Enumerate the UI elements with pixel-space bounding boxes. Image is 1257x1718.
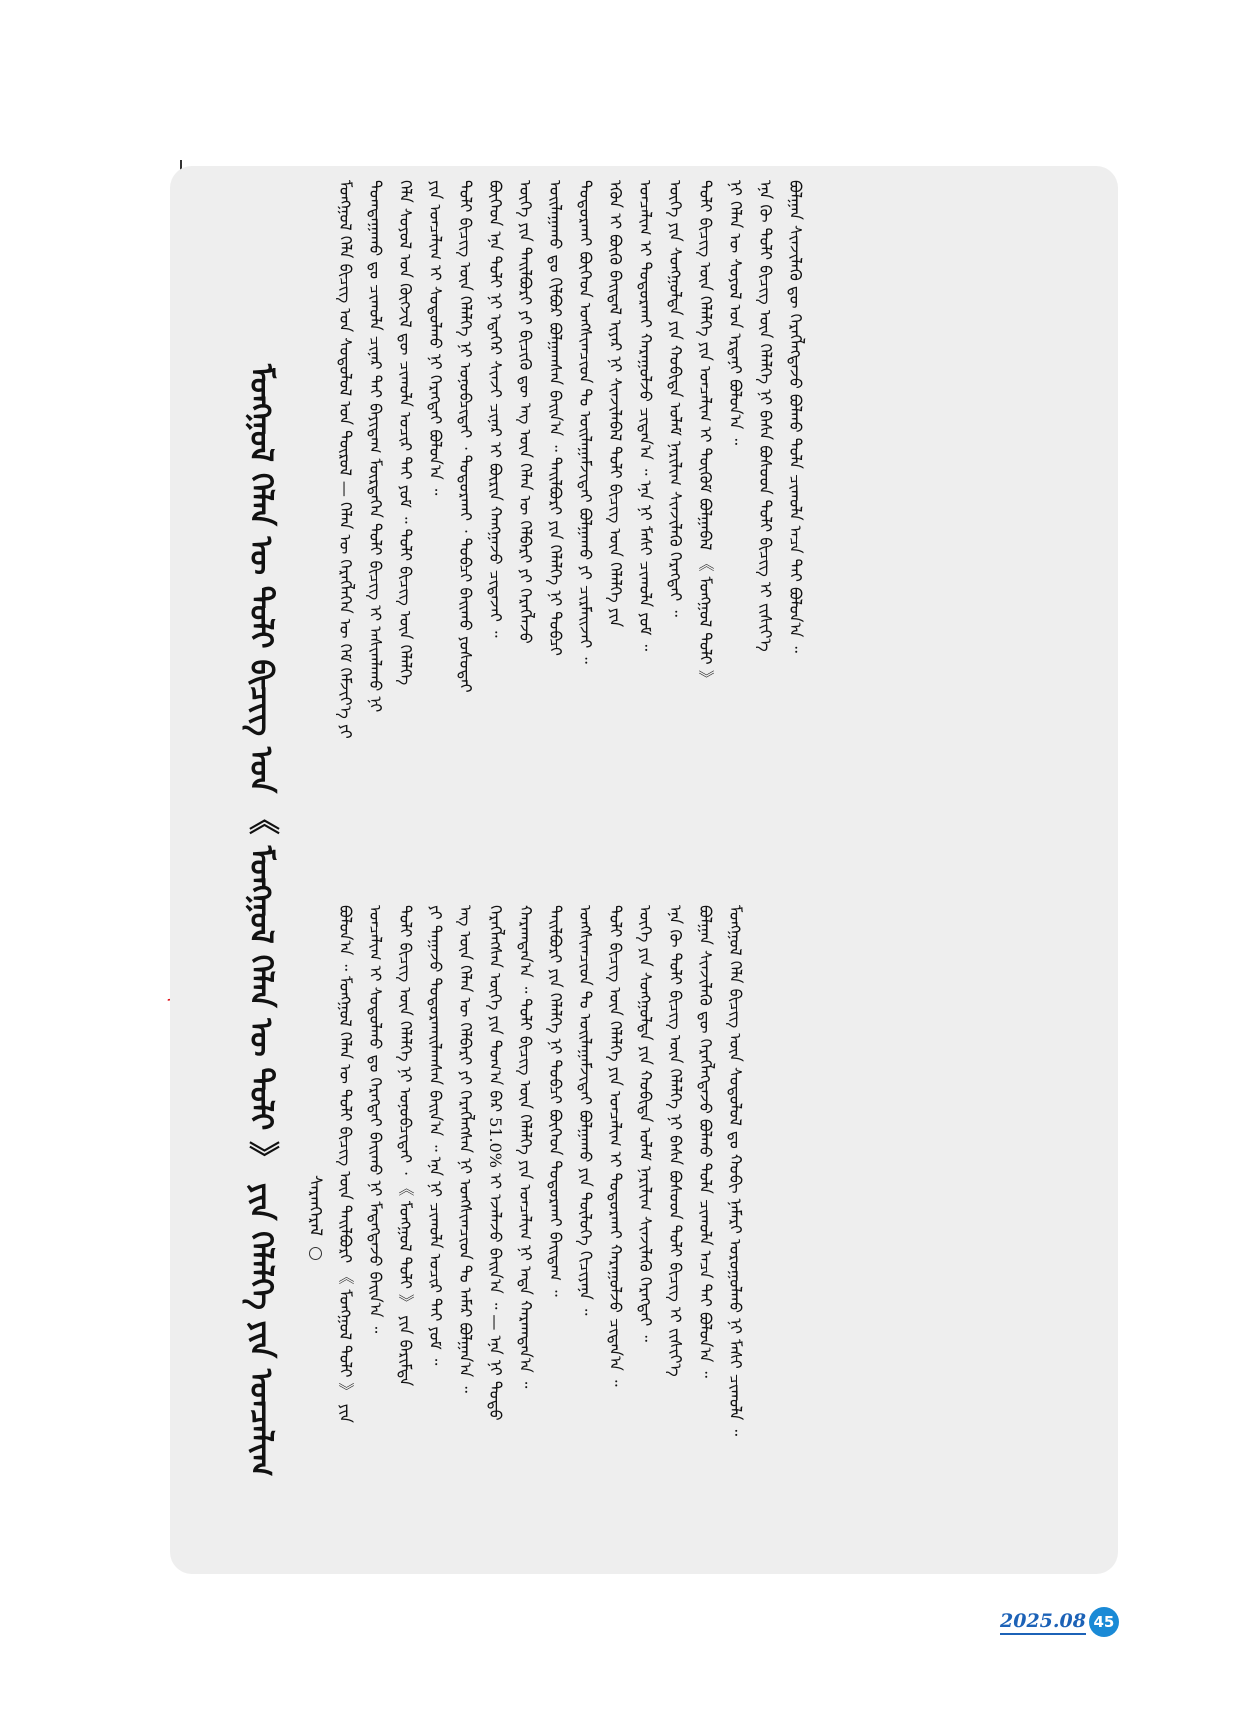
page-number: 45 <box>1089 1607 1119 1637</box>
text-line: ᠮᠣᠩᠭᠣᠯ ᠬᠡᠯᠡ ᠪᠢᠴᠢᠭ ᠦᠨ ᠰᠤᠳᠤᠯᠤᠯ ᠳᠤ ᠬᠤᠪᠢ ᠨᠡᠮᠡᠷᠢ ᠣᠷᠤᠭᠤᠯᠬᠤ ᠨᠢ ᠮᠠᠰᠢ ᠴᠢᠬᠤᠯᠠ ᠃ <box>726 905 745 1436</box>
text-line: ᠲᠣᠯᠢ ᠪᠢᠴᠢᠭ ᠦᠨ ᠬᠡᠯᠡᠯᠭᠡ ᠶᠢᠨ ᠣᠨᠴᠠᠯᠢᠭ ᠢ ᠲᠣᠳᠣᠷᠬᠠᠢ ᠬᠠᠷᠠᠭᠤᠯᠵᠤ ᠴᠢᠳᠠᠨ᠎ᠠ ᠃ <box>606 905 625 1387</box>
page-footer <box>1000 1605 1119 1639</box>
text-line: ᠬᠡᠷᠡᠭᠯᠡᠭᠰᠡᠨ ᠦᠭᠡ ᠶᠢᠨ ᠲᠣᠭ᠎ᠠ ᠪᠠᠷ 51.0% ᠢ ᠡᠵᠡᠯᠡᠵᠦ ᠪᠠᠢᠨ᠎ᠠ ᠃ — ᠡᠨᠡ ᠨᠢ ᠲᠣᠳᠣ <box>486 905 505 1421</box>
text-line: ᠡᠨᠡ ᠬᠦ ᠲᠣᠯᠢ ᠪᠢᠴᠢᠭ ᠦᠨ ᠬᠡᠯᠡᠯᠭᠡ ᠨᠢ ᠪᠠᠰᠠ ᠪᠤᠰᠤᠳ ᠲᠣᠯᠢ ᠪᠢᠴᠢᠭ ᠢ ᠵᠢᠱᠢᠶ᠎ᠡ <box>756 180 775 652</box>
text-line: ᠪᠥᠭᠡᠳ ᠡᠨᠡ ᠲᠣᠯᠢ ᠨᠢ ᠡᠳᠡᠭᠡᠷ ᠰᠢᠨᠵᠢ ᠴᠢᠨᠠᠷ ᠢ ᠪᠦᠷᠢᠨ ᠬᠠᠩᠭᠠᠵᠤ ᠴᠢᠳᠠᠵᠠᠢ ᠃ <box>486 180 505 638</box>
text-line: ᠦᠭᠡ ᠶᠢᠨ ᠲᠠᠢᠯᠪᠤᠷᠢ ᠶᠢ ᠪᠢᠴᠢᠬᠦ ᠳᠦ ᠡᠩ ᠦᠨ ᠬᠡᠯᠡᠨ ᠦ ᠬᠡᠯᠪᠡᠷᠢ ᠶᠢ ᠬᠡᠷᠡᠭᠯᠡᠵᠦ <box>516 180 535 644</box>
article-author <box>300 1175 330 1265</box>
text-line: ᠮᠣᠩᠭᠣᠯ ᠬᠡᠯᠡ ᠪᠢᠴᠢᠭ ᠤᠨ ᠰᠤᠳᠤᠯᠤᠯ ᠤᠨ ᠲᠦᠷᠦᠯ — ᠬᠡᠯᠡᠨ ᠦ ᠬᠡᠷᠡᠭᠯᠡᠭᠡᠨ ᠦ ᠬᠡᠮ ᠬᠡᠮᠵᠢᠶ᠎ᠡ ᠶᠢ <box>336 180 355 739</box>
text-line: ᠲᠣᠯᠢ ᠪᠢᠴᠢᠭ ᠦᠨ ᠬᠡᠯᠡᠯᠭᠡ ᠨᠢ ᠣᠨᠣᠪᠴᠢᠲᠠᠢ ᠂ ᠲᠣᠳᠣᠷᠬᠠᠢ ᠂ ᠲᠣᠪᠴᠢ ᠪᠠᠢᠬᠤ ᠶᠣᠰᠣᠲᠠᠢ <box>456 180 475 693</box>
text-line: ᠶᠢᠨ ᠣᠨᠴᠠᠯᠢᠭ ᠢ ᠰᠤᠳᠤᠯᠬᠤ ᠨᠢ ᠬᠡᠷᠡᠭᠲᠡᠢ ᠪᠣᠯᠤᠨ᠎ᠠ ᠃ <box>426 180 445 496</box>
text-line: ᠤᠩᠰᠢᠭᠴᠢᠳ ᠲᠤ ᠣᠢᠯᠠᠭᠠᠮᠵᠢᠲᠠᠢ ᠪᠣᠯᠭᠠᠬᠤ ᠶᠢᠨ ᠲᠥᠯᠦᠭᠡ ᠬᠢᠴᠢᠶᠡᠨᠡ ᠃ <box>576 905 595 1316</box>
author-name: ᠰᠠᠷᠠᠨᠭᠡᠷᠡᠯ <box>305 1175 325 1236</box>
text-line: ᠲᠠᠢᠯᠪᠤᠷᠢ ᠶᠢᠨ ᠬᠡᠯᠡᠯᠭᠡ ᠨᠢ ᠲᠣᠪᠴᠢ ᠪᠥᠭᠡᠳ ᠲᠣᠳᠣᠷᠬᠠᠢ ᠪᠠᠢᠳᠠᠭ ᠃ <box>546 905 565 1297</box>
text-line: ᠡᠭᠦᠨ ᠢ ᠪᠥᠬᠦ ᠪᠠᠢᠳᠠᠯ ᠢᠶᠠᠷ ᠨᠢ ᠰᠢᠨᠵᠢᠯᠡᠪᠡᠯ ᠲᠣᠯᠢ ᠪᠢᠴᠢᠭ ᠦᠨ ᠬᠡᠯᠡᠯᠭᠡ ᠶᠢᠨ <box>606 180 625 628</box>
text-line: ᠣᠨᠴᠠᠯᠢᠭ ᠢ ᠲᠣᠳᠣᠷᠬᠠᠢ ᠬᠠᠷᠠᠭᠤᠯᠵᠤ ᠴᠢᠳᠠᠨ᠎ᠠ ᠃ ᠡᠨᠡ ᠨᠢ ᠮᠠᠰᠢ ᠴᠢᠬᠤᠯᠠ ᠶᠤᠮ ᠃ <box>636 180 655 652</box>
text-line: ᠬᠠᠷᠠᠭᠳᠠᠨ᠎ᠠ ᠃ ᠲᠣᠯᠢ ᠪᠢᠴᠢᠭ ᠦᠨ ᠬᠡᠯᠡᠯᠭᠡ ᠶᠢᠨ ᠣᠨᠴᠠᠯᠢᠭ ᠨᠢ ᠡᠨᠳᠡ ᠬᠠᠷᠠᠭᠳᠠᠨ᠎ᠠ ᠃ <box>516 905 535 1389</box>
text-line: ᠶᠢ ᠳᠠᠭᠠᠵᠤ ᠲᠣᠳᠣᠷᠬᠠᠢᠯᠠᠭᠰᠠᠨ ᠪᠠᠢᠨ᠎ᠠ ᠃ ᠡᠨᠡ ᠨᠢ ᠴᠢᠬᠤᠯᠠ ᠤᠴᠢᠷ ᠲᠠᠢ ᠶᠤᠮ ᠃ <box>426 905 445 1366</box>
text-line: ᠦᠭᠡ ᠶᠢᠨ ᠰᠣᠩᠭᠣᠯᠲᠠ ᠶᠢᠨ ᠬᠤᠪᠢᠳᠠ ᠤᠯᠠᠮ ᠨᠠᠷᠢᠯᠢᠭ ᠰᠢᠨᠵᠢᠯᠡᠬᠦ ᠬᠡᠷᠡᠭᠲᠡᠢ ᠃ <box>636 905 655 1342</box>
text-line: ᠲᠣᠯᠢ ᠪᠢᠴᠢᠭ ᠦᠨ ᠬᠡᠯᠡᠯᠭᠡ ᠨᠢ ᠣᠨᠣᠪᠴᠢᠲᠠᠢ ᠂ 《 ᠮᠣᠩᠭᠣᠯ ᠲᠣᠯᠢ 》 ᠶᠢᠨ ᠪᠠᠷᠢᠮᠲᠠ <box>396 905 415 1387</box>
article-title: ᠮᠣᠩᠭᠣᠯ ᠬᠡᠯᠡᠨ ᠦ ᠲᠣᠯᠢ ᠪᠢᠴᠢᠭ ᠤᠨ 《 ᠮᠣᠩᠭᠣᠯ ᠬᠡᠯᠡᠨ ᠦ ᠲᠣᠯᠢ 》 ᠶᠢᠨ ᠬᠡᠯᠡᠯᠭᠡ ᠶᠢᠨ ᠣᠨᠴᠠᠯᠢᠭ <box>243 363 279 1477</box>
text-line: ᠲᠣᠭᠲᠠᠭᠠᠬᠤ ᠳᠤ ᠴᠢᠬᠤᠯᠠ ᠴᠢᠨᠠᠷ ᠲᠠᠢ ᠪᠠᠶᠢᠳᠠᠭ ᠮᠥᠷᠲᠡᠭᠡᠨ ᠲᠣᠯᠢ ᠪᠢᠴᠢᠭ ᠢ ᠠᠰᠢᠭᠯᠠᠬᠤ ᠨᠢ <box>366 180 385 713</box>
issue-date: 2025.08 <box>1000 1610 1086 1635</box>
text-line: ᠨᠢ ᠬᠡᠯᠡᠨ ᠦ ᠰᠣᠶᠣᠯ ᠤᠨ ᠡᠷᠳᠡᠨᠢ ᠪᠣᠯᠤᠨ᠎ᠠ ᠃ <box>726 180 745 446</box>
text-line: ᠣᠢᠯᠠᠭᠠᠬᠤ ᠳᠤ ᠬᠢᠯᠪᠤᠷ ᠪᠣᠯᠭᠠᠭᠰᠠᠨ ᠪᠠᠢᠨ᠎ᠠ ᠃ ᠲᠠᠢᠯᠪᠤᠷᠢ ᠶᠢᠨ ᠬᠡᠯᠡᠯᠭᠡ ᠨᠢ ᠲᠣᠪᠴᠢ <box>546 180 565 656</box>
author-circle-icon <box>309 1247 322 1260</box>
text-line: ᠡᠨᠡ ᠬᠦ ᠲᠣᠯᠢ ᠪᠢᠴᠢᠭ ᠦᠨ ᠬᠡᠯᠡᠯᠭᠡ ᠨᠢ ᠪᠠᠰᠠ ᠪᠤᠰᠤᠳ ᠲᠣᠯᠢ ᠪᠢᠴᠢᠭ ᠢ ᠵᠢᠱᠢᠶ᠎ᠡ <box>666 905 685 1377</box>
text-line: ᠡᠩ ᠦᠨ ᠬᠡᠯᠡᠨ ᠦ ᠬᠡᠯᠪᠡᠷᠢ ᠶᠢ ᠬᠡᠷᠡᠭᠯᠡᠭᠰᠡᠨ ᠨᠢ ᠤᠩᠰᠢᠭᠴᠢᠳ ᠲᠤ ᠠᠮᠠᠷ ᠪᠣᠯᠭᠠᠨ᠎ᠠ ᠃ <box>456 905 475 1393</box>
text-line: ᠪᠣᠯᠭᠠᠨ ᠰᠢᠨᠵᠢᠯᠡᠬᠦ ᠳᠦ ᠬᠡᠷᠡᠭᠯᠡᠭᠳᠡᠵᠦ ᠪᠣᠯᠬᠤ ᠲᠤᠯᠠ ᠴᠢᠬᠤᠯᠠ ᠠᠴᠠ ᠲᠠᠢ ᠪᠣᠯᠤᠨ᠎ᠠ ᠃ <box>696 905 715 1378</box>
text-line: ᠬᠡᠯᠡ ᠰᠣᠶᠣᠯ ᠤᠨ ᠬᠥᠭᠵᠢᠯ ᠳᠦ ᠴᠢᠬᠤᠯᠠ ᠤᠴᠢᠷ ᠲᠠᠢ ᠶᠤᠮ ᠃ ᠲᠣᠯᠢ ᠪᠢᠴᠢᠭ ᠦᠨ ᠬᠡᠯᠡᠯᠭᠡ <box>396 180 415 686</box>
text-line: ᠣᠨᠴᠠᠯᠢᠭ ᠢ ᠰᠤᠳᠤᠯᠬᠤ ᠳᠤ ᠬᠡᠷᠡᠭᠲᠡᠢ ᠪᠠᠢᠬᠤ ᠨᠢ ᠮᠡᠳᠡᠭᠳᠡᠵᠦ ᠪᠠᠢᠨ᠎ᠠ ᠃ <box>366 905 385 1334</box>
text-line: ᠦᠭᠡ ᠶᠢᠨ ᠰᠣᠩᠭᠣᠯᠲᠠ ᠶᠢᠨ ᠬᠤᠪᠢᠳᠠ ᠤᠯᠠᠮ ᠨᠠᠷᠢᠯᠢᠭ ᠰᠢᠨᠵᠢᠯᠡᠬᠦ ᠬᠡᠷᠡᠭᠲᠡᠢ ᠃ <box>666 180 685 617</box>
text-line: ᠲᠣᠯᠢ ᠪᠢᠴᠢᠭ ᠦᠨ ᠬᠡᠯᠡᠯᠭᠡ ᠶᠢᠨ ᠣᠨᠴᠠᠯᠢᠭ ᠢ ᠳᠦᠭᠦᠮ ᠪᠣᠯᠭᠠᠪᠠᠯ 《 ᠮᠣᠩᠭᠣᠯ ᠲᠣᠯᠢ 》 <box>696 180 715 686</box>
text-line: ᠪᠣᠯᠭᠠᠨ ᠰᠢᠨᠵᠢᠯᠡᠬᠦ ᠳᠦ ᠬᠡᠷᠡᠭᠯᠡᠭᠳᠡᠵᠦ ᠪᠣᠯᠬᠤ ᠲᠤᠯᠠ ᠴᠢᠬᠤᠯᠠ ᠠᠴᠠ ᠲᠠᠢ ᠪᠣᠯᠤᠨ᠎ᠠ ᠃ <box>786 180 805 653</box>
text-line: ᠪᠣᠯᠤᠨ᠎ᠠ ᠃ ᠮᠣᠩᠭᠣᠯ ᠬᠡᠯᠡᠨ ᠦ ᠲᠣᠯᠢ ᠪᠢᠴᠢᠭ ᠦᠨ ᠲᠠᠢᠯᠪᠤᠷᠢ 《 ᠮᠣᠩᠭᠣᠯ ᠲᠣᠯᠢ 》 ᠶᠢᠨ <box>336 905 355 1424</box>
text-line: ᠲᠣᠳᠣᠷᠬᠠᠢ ᠪᠥᠭᠡᠳ ᠤᠩᠰᠢᠭᠴᠢᠳ ᠲᠤ ᠣᠢᠯᠠᠭᠠᠮᠵᠢᠲᠠᠢ ᠪᠣᠯᠭᠠᠬᠤ ᠶᠢ ᠴᠢᠷᠮᠠᠢᠵᠠᠢ ᠃ <box>576 180 595 664</box>
